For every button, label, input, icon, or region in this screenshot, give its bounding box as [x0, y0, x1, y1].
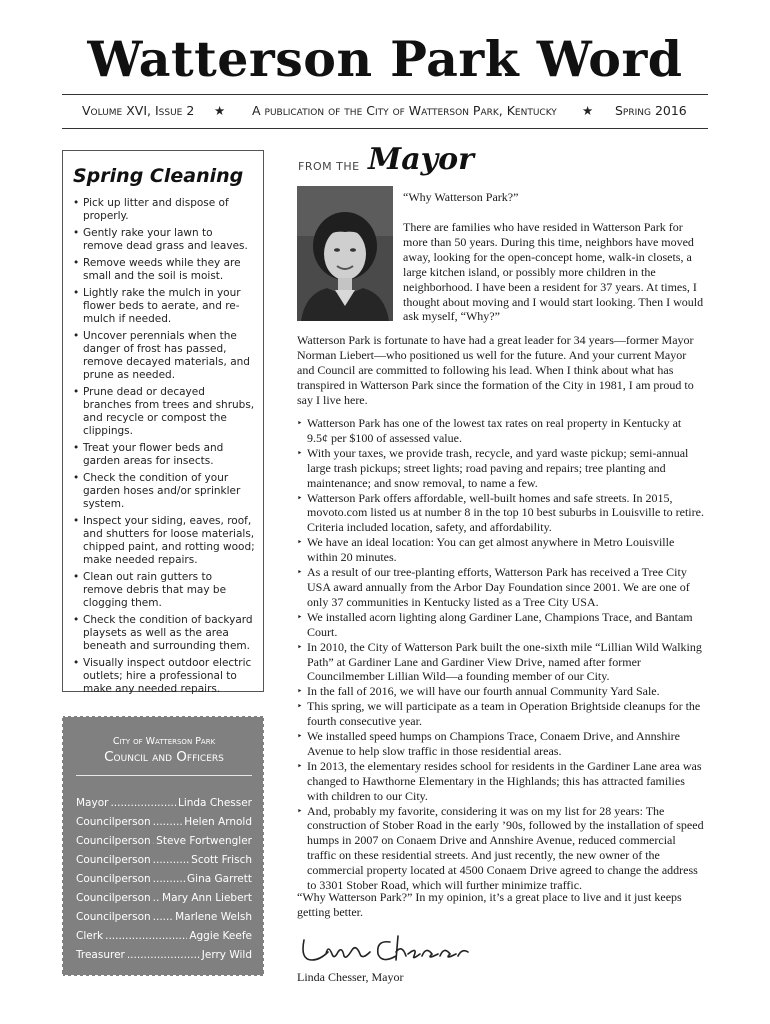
- officer-role: Clerk: [76, 930, 104, 942]
- list-item: ‣ This spring, we will participate as a team in Operation Brightside cleanups for the fourth consecutive year.: [297, 699, 705, 729]
- officer-row: [76, 813, 252, 832]
- list-item: ‣ We installed speed humps on Champions Trace, Conaem Drive, and Annshire Avenue to help slow traffic in those residential areas.: [297, 729, 705, 759]
- list-item: • Treat your flower beds and garden areas for insects.: [73, 442, 255, 468]
- officer-role: Councilperson: [76, 835, 151, 847]
- officer-name: Aggie Keefe: [189, 930, 252, 942]
- officer-role: Councilperson: [76, 892, 151, 904]
- from-the-label: FROM THE: [298, 160, 360, 173]
- spring-cleaning-list: [73, 197, 255, 696]
- officer-role: Councilperson: [76, 816, 151, 828]
- star-separator: ★: [214, 103, 226, 118]
- list-item: ‣ Watterson Park offers affordable, well-built homes and safe streets. In 2015, movoto.com listed us at number 8 in the top 10 best suburbs in Louisville to retire. Criteria included location, safety, and affordability.: [297, 491, 705, 536]
- list-item: • Inspect your siding, eaves, roof, and shutters for loose materials, chipped paint, and rotting wood; make needed repairs.: [73, 515, 255, 567]
- intro-question: “Why Watterson Park?”: [403, 190, 519, 204]
- officer-name: Marlene Welsh: [175, 911, 252, 923]
- officer-name: Linda Chesser: [177, 797, 252, 809]
- officer-row: [76, 927, 252, 946]
- officer-name: Jerry Wild: [201, 949, 252, 961]
- list-item: ‣ We installed acorn lighting along Gardiner Lane, Champions Trace, and Bantam Court.: [297, 610, 705, 640]
- star-separator: ★: [582, 103, 594, 118]
- list-item: • Check the condition of backyard playsets as well as the area beneath and surrounding them.: [73, 614, 255, 653]
- signoff: Linda Chesser, Mayor: [297, 970, 404, 984]
- list-item: • Prune dead or decayed branches from trees and shrubs, and recycle or compost the clippings.: [73, 386, 255, 438]
- list-item: • Clean out rain gutters to remove debris that may be clogging them.: [73, 571, 255, 610]
- facts-list: [297, 416, 705, 893]
- officer-row: [76, 946, 252, 965]
- council-officers-box: [62, 716, 264, 976]
- list-item: • Visually inspect outdoor electric outlets; hire a professional to make any needed repairs.: [73, 657, 255, 696]
- list-item: ‣ In the fall of 2016, we will have our fourth annual Community Yard Sale.: [297, 684, 705, 699]
- council-title: Council and Officers: [104, 749, 224, 765]
- officer-role: Councilperson: [76, 873, 151, 885]
- officer-row: [76, 889, 252, 908]
- masthead-rule-bottom: [62, 128, 708, 129]
- spring-cleaning-title: Spring Cleaning: [73, 165, 244, 187]
- council-divider: [76, 775, 252, 776]
- council-subtitle: City of Watterson Park: [112, 736, 216, 747]
- officer-role: Treasurer: [76, 949, 125, 961]
- officer-name: Gina Garrett: [187, 873, 252, 885]
- leader-paragraph: Watterson Park is fortunate to have had a great leader for 34 years—former Mayor Norman Liebert—who positioned us well for the future. And your current Mayor and Council are committed to following his lead. When I think about what has transpired in Watterson Park since the formation of the City in 1981, I am proud to say I live here.: [297, 333, 694, 407]
- mayor-heading: Mayor: [368, 142, 474, 177]
- officer-row: [76, 851, 252, 870]
- issue-line: [62, 103, 708, 123]
- officer-name: Helen Arnold: [184, 816, 252, 828]
- mayor-signature: [298, 930, 478, 970]
- list-item: ‣ Watterson Park has one of the lowest tax rates on real property in Kentucky at 9.5¢ per $100 of assessed value.: [297, 416, 705, 446]
- officer-name: Steve Fortwengler: [156, 835, 252, 847]
- list-item: ‣ With your taxes, we provide trash, recycle, and yard waste pickup; semi-annual large trash pickups; street lights; road paving and repairs; tree planting and maintenance; and snow removal, to name a few.: [297, 446, 705, 491]
- officer-row: [76, 908, 252, 927]
- officer-role: Councilperson: [76, 854, 151, 866]
- masthead-rule-top: [62, 94, 708, 95]
- list-item: • Remove weeds while they are small and the soil is moist.: [73, 257, 255, 283]
- list-item: ‣ We have an ideal location: You can get almost anywhere in Metro Louisville within 20 minutes.: [297, 535, 705, 565]
- newsletter-title: Watterson Park Word: [87, 30, 683, 88]
- officer-row: [76, 832, 252, 851]
- officer-name: Mary Ann Liebert: [162, 892, 252, 904]
- mayor-photo: [297, 186, 393, 321]
- list-item: • Uncover perennials when the danger of frost has passed, remove decayed materials, and prune as needed.: [73, 330, 255, 382]
- publication-line: A publication of the City of Watterson Park, Kentucky: [252, 103, 557, 118]
- officer-role: Mayor: [76, 797, 109, 809]
- officer-name: Scott Frisch: [191, 854, 252, 866]
- officer-row: [76, 794, 252, 813]
- list-item: ‣ In 2010, the City of Watterson Park built the one-sixth mile “Lillian Wild Walking Path” at Gardiner Lane and Gardiner View Drive, named after former Councilmember Lillian Wild—a founding member of our City.: [297, 640, 705, 685]
- list-item: • Pick up litter and dispose of properly.: [73, 197, 255, 223]
- list-item: • Gently rake your lawn to remove dead grass and leaves.: [73, 227, 255, 253]
- closing-paragraph: “Why Watterson Park?” In my opinion, it’s a great place to live and it just keeps getting better.: [297, 890, 682, 919]
- officer-row: [76, 870, 252, 889]
- spring-cleaning-box: [62, 150, 264, 695]
- issue-season: Spring 2016: [615, 103, 687, 118]
- list-item: • Check the condition of your garden hoses and/or sprinkler system.: [73, 472, 255, 511]
- list-item: ‣ And, probably my favorite, considering it was on my list for 28 years: The construction of Stober Road in the early ’90s, followed by the installation of speed humps in 2007 on Conaem Drive and Annshire Avenue, reduced commercial traffic on these residential streets. And just recently, the new owner of the commercial property located at 4500 Conaem Drive agreed to change the address to 3301 Stober Road, which will further minimize traffic.: [297, 804, 705, 893]
- list-item: • Lightly rake the mulch in your flower beds to aerate, and re-mulch if needed.: [73, 287, 255, 326]
- officer-role: Councilperson: [76, 911, 151, 923]
- list-item: ‣ In 2013, the elementary resides school for residents in the Gardiner Lane area was changed to Hawthorne Elementary in the Highlands; this has attracted families with children to our City.: [297, 759, 705, 804]
- list-item: ‣ As a result of our tree-planting efforts, Watterson Park has received a Tree City USA award annually from the Arbor Day Foundation since 2001. We are one of only 37 communities in Kentucky listed as a Tree City USA.: [297, 565, 705, 610]
- intro-paragraph: There are families who have resided in Watterson Park for more than 50 years. During this time, neighbors have moved away, looking for the open-concept home, walk-in closets, a large kitchen island, or possibly more children in the neighborhood. I have been a resident for 37 years. At times, I thought about moving and I would start looking. Then I would ask myself, “Why?”: [403, 220, 704, 324]
- issue-number: Volume XVI, Issue 2: [82, 103, 195, 118]
